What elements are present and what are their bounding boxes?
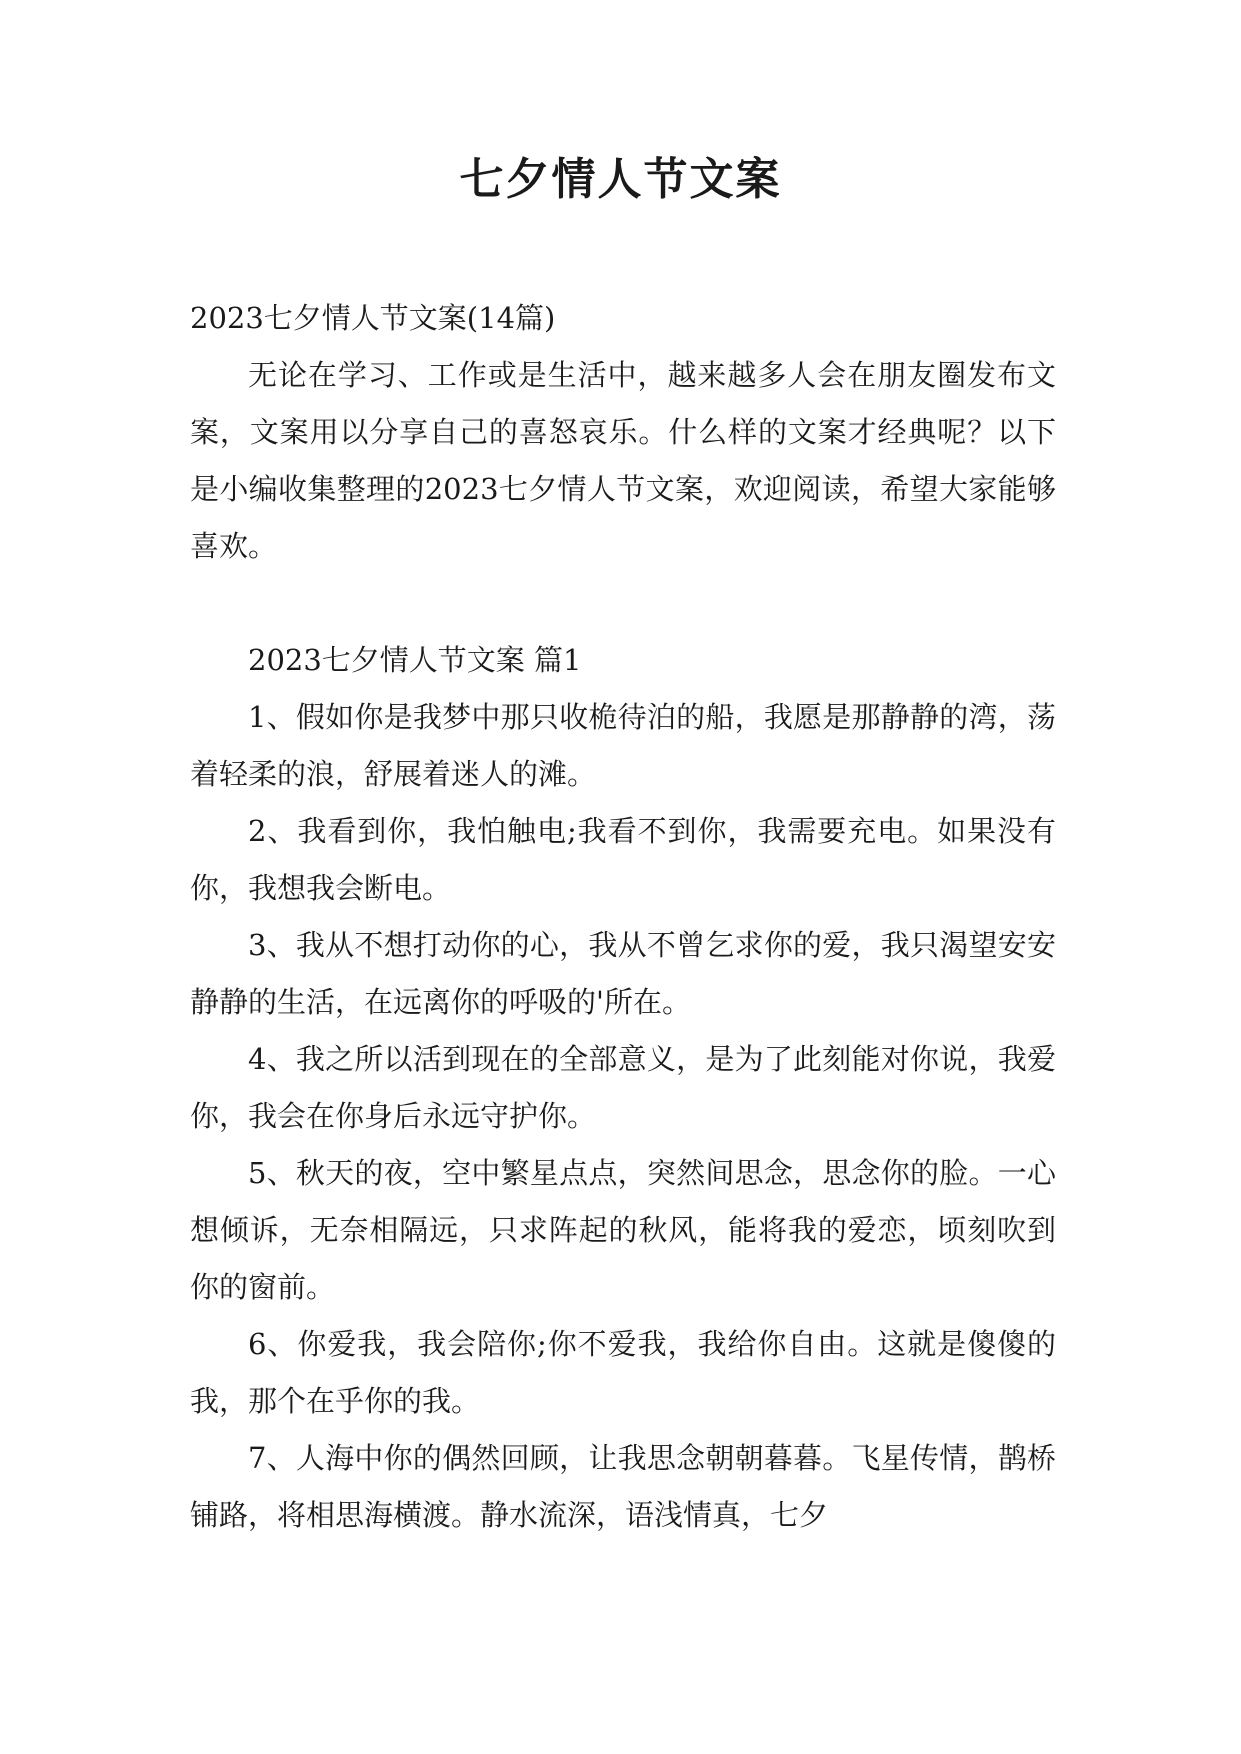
list-item: 4、我之所以活到现在的全部意义，是为了此刻能对你说，我爱你，我会在你身后永远守护你。 xyxy=(190,1042,1056,1133)
intro-paragraph: 无论在学习、工作或是生活中，越来越多人会在朋友圈发布文案，文案用以分享自己的喜怒哀乐。什么样的文案才经典呢？以下是小编收集整理的2023七夕情人节文案，欢迎阅读，希望大家能够喜欢。 xyxy=(190,358,1056,563)
section-heading: 2023七夕情人节文案 篇1 xyxy=(248,643,582,677)
list-item: 1、假如你是我梦中那只收桅待泊的船，我愿是那静静的湾，荡着轻柔的浪，舒展着迷人的滩。 xyxy=(190,700,1056,791)
document-title: 七夕情人节文案 xyxy=(459,154,782,205)
list-item: 5、秋天的夜，空中繁星点点，突然间思念，思念你的脸。一心想倾诉，无奈相隔远，只求阵起的秋风，能将我的爱恋，顷刻吹到你的窗前。 xyxy=(190,1156,1056,1304)
document-body xyxy=(190,290,1056,1544)
list-item: 6、你爱我，我会陪你;你不爱我，我给你自由。这就是傻傻的我，那个在乎你的我。 xyxy=(190,1327,1056,1418)
document-subtitle: 2023七夕情人节文案(14篇) xyxy=(190,301,556,335)
list-item: 7、人海中你的偶然回顾，让我思念朝朝暮暮。飞星传情，鹊桥铺路，将相思海横渡。静水流深，语浅情真，七夕 xyxy=(190,1441,1056,1532)
list-item: 2、我看到你，我怕触电;我看不到你，我需要充电。如果没有你，我想我会断电。 xyxy=(190,814,1056,905)
list-item: 3、我从不想打动你的心，我从不曾乞求你的爱，我只渴望安安静静的生活，在远离你的呼吸的'所在。 xyxy=(190,928,1056,1019)
